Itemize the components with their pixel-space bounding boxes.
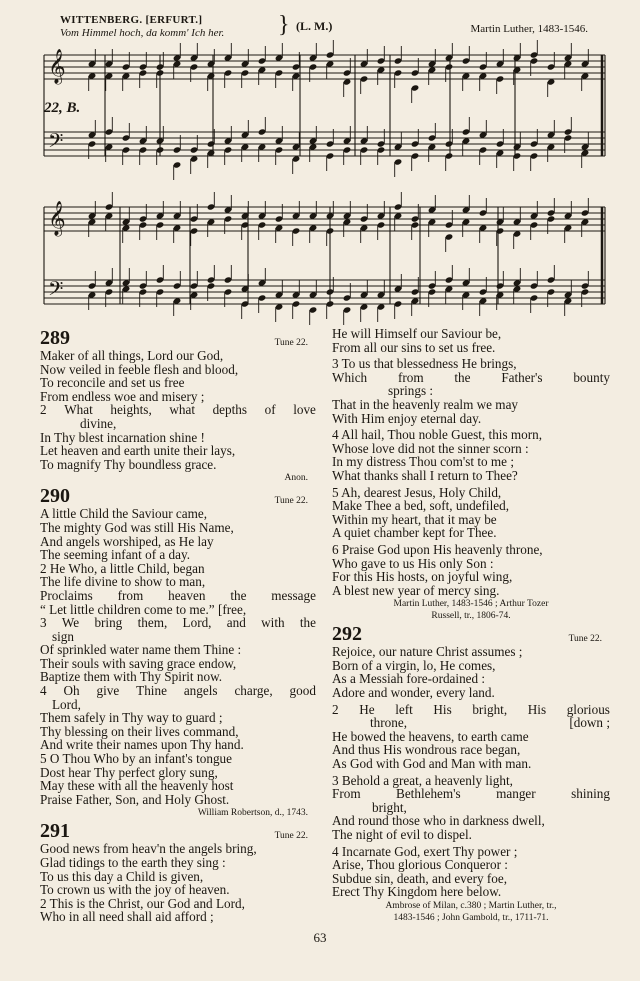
hymn-291-text-part1 <box>40 842 316 924</box>
verse-line: Adore and wonder, every land. <box>332 685 495 701</box>
composer: Martin Luther, 1483-1546. <box>470 23 588 35</box>
verse-line: sign <box>52 628 74 644</box>
verse-line: 4 Incarnate God, exert Thy power ; <box>332 843 518 859</box>
verse-line: That in the heavenly realm we may <box>332 396 519 412</box>
verse-line: A quiet chamber kept for Thee. <box>332 525 497 541</box>
tune-ref: Tune 22. <box>274 338 308 348</box>
verse-line: And thus His wondrous race began, <box>332 742 521 758</box>
attribution: 1483-1546 ; John Gambold, tr., 1711-71. <box>393 912 549 923</box>
verse-line-pair <box>332 716 610 730</box>
verse-line: May these with all the heavenly host <box>40 778 234 794</box>
verse-line: 2 He Who, a little Child, began <box>40 560 205 576</box>
verse-line: 2 What heights, what depths of love <box>40 402 316 418</box>
hymn-289-text <box>40 349 316 471</box>
verse-line: He bowed the heavens, to earth came <box>332 728 529 744</box>
verse-line: Lord, <box>52 696 81 712</box>
attribution: Martin Luther, 1483-1546 ; Arthur Tozer <box>393 599 549 610</box>
hymn-290-text <box>40 507 316 806</box>
verse-line: The life divine to show to man, <box>40 574 206 590</box>
verse-line: As God with God and Man with man. <box>332 756 532 772</box>
verse-line: [down ; <box>569 715 610 731</box>
verse-line: In Thy blest incarnation shine ! <box>40 429 205 445</box>
svg-text:𝄞: 𝄞 <box>48 49 66 84</box>
hymn-291-text-part2 <box>332 327 610 597</box>
verse-line: What thanks shall I return to Thee? <box>332 467 518 483</box>
verse-line: Which from the Father's bounty <box>332 369 610 385</box>
verse-line: The seeming infant of a day. <box>40 547 191 563</box>
verse-line: Who in all need shall aid afford ; <box>40 909 214 925</box>
hymn-number: 289 <box>40 327 70 349</box>
verse-line: The mighty God was still His Name, <box>40 519 234 535</box>
music-score <box>0 0 640 330</box>
verse-line: Of sprinkled water name them Thine : <box>40 642 242 658</box>
verse-line: 2 This is the Christ, our God and Lord, <box>40 895 245 911</box>
verse-line: For this His hosts, on joyful wing, <box>332 569 513 585</box>
verse-line: From Bethlehem's manger shining <box>332 786 610 802</box>
verse-line: The night of evil to dispel. <box>332 827 472 842</box>
verse-line: In my distress Thou com'st to me ; <box>332 454 514 470</box>
verse-line: 5 Ah, dearest Jesus, Holy Child, <box>332 484 502 500</box>
verse-line: 3 We bring them, Lord, and with the <box>40 615 316 631</box>
verse-line: “ Let little children come to me.” [free, <box>40 601 247 617</box>
verse-line: 3 To us that blessedness He brings, <box>332 356 517 372</box>
tune-ref: Tune 22. <box>568 634 602 645</box>
tune-ref: Tune 22. <box>274 831 308 842</box>
page-number: 63 <box>313 930 327 945</box>
verse-line: Glad tidings to the earth they sing : <box>40 855 226 870</box>
verse-line: Their souls with saving grace endow, <box>40 655 237 671</box>
verse-line: 3 Behold a great, a heavenly light, <box>332 772 513 788</box>
attribution: Russell, tr., 1806-74. <box>431 611 511 622</box>
attribution: William Robertson, d., 1743. <box>197 808 308 819</box>
hymn-number: 290 <box>40 485 70 508</box>
verse-line: Arise, Thou glorious Conqueror : <box>332 857 508 873</box>
verse-line: throne, <box>370 715 407 731</box>
verse-line: He will Himself our Saviour be, <box>332 326 502 341</box>
verse-line: To reconcile and set us free <box>40 375 185 391</box>
verse-line: Whose love did not the sinner scorn : <box>332 440 529 456</box>
verse-line: Born of a virgin, lo, He comes, <box>332 657 496 673</box>
attribution: Anon. <box>284 473 308 484</box>
clefs <box>48 49 66 305</box>
verse-line: Good news from heav'n the angels bring, <box>40 841 257 857</box>
hymn-292-header <box>332 623 610 645</box>
hymn-number: 292 <box>332 623 362 646</box>
verse-line: And angels worshiped, as He lay <box>40 533 214 549</box>
verse-line: A little Child the Saviour came, <box>40 506 208 522</box>
verse-line: Let heaven and earth unite their lays, <box>40 443 236 459</box>
verse-line: Within my heart, that it may be <box>332 511 497 527</box>
verse-line: 4 All hail, Thou noble Guest, this morn, <box>332 427 543 443</box>
verse-line: From all our sins to set us free. <box>332 339 496 355</box>
verse-line: From endless woe and misery ; <box>40 388 205 404</box>
tune-subtitle: Vom Himmel hoch, da komm' Ich her. <box>60 27 225 39</box>
verse-line: Subdue sin, death, and every foe, <box>332 870 508 886</box>
verse-line: Now veiled in feeble flesh and blood, <box>40 361 239 377</box>
verse-line: 2 He left His bright, His glorious <box>332 701 610 717</box>
verse-line: With Him enjoy eternal day. <box>332 410 482 426</box>
right-column <box>332 327 610 925</box>
verse-line: Praise Father, Son, and Holy Ghost. <box>40 791 230 807</box>
verse-line: To us this day a Child is given, <box>40 868 204 884</box>
verse-line: Them safely in Thy way to guard ; <box>40 710 223 726</box>
attribution: Ambrose of Milan, c.380 ; Martin Luther, tr., <box>385 900 557 911</box>
svg-text:𝄢: 𝄢 <box>48 277 64 305</box>
verse-line: And round those who in darkness dwell, <box>332 813 545 829</box>
meter: (L. M.) <box>296 19 333 33</box>
verse-line: Make Thee a bed, soft, undefiled, <box>332 498 509 514</box>
left-column <box>40 327 316 926</box>
verse-line: bright, <box>372 799 407 815</box>
tune-name: WITTENBERG. [ERFURT.] <box>60 14 203 26</box>
verse-line: Erect Thy Kingdom here below. <box>332 884 502 900</box>
verse-line: 5 O Thou Who by an infant's tongue <box>40 751 232 767</box>
verse-line: To crown us with the joy of heaven. <box>40 882 230 898</box>
hymn-291-header <box>40 820 316 842</box>
verse-line: As a Messiah fore-ordained : <box>332 671 486 687</box>
header-brace: } <box>278 12 290 38</box>
notes <box>88 40 590 325</box>
verse-line: Proclaims from heaven the message <box>40 587 316 603</box>
verse-line: Maker of all things, Lord our God, <box>40 348 224 363</box>
verse-line: divine, <box>80 415 117 431</box>
tune-ref: Tune 22. <box>274 496 308 507</box>
tune-number: 22, B. <box>44 100 81 116</box>
hymn-289-header <box>40 327 316 349</box>
hymn-292-text <box>332 645 610 899</box>
hymn-number: 291 <box>40 820 70 843</box>
verse-line: And write their names upon Thy hand. <box>40 737 244 753</box>
verse-line: Rejoice, our nature Christ assumes ; <box>332 644 523 660</box>
verse-line: Dost hear Thy perfect glory sung, <box>40 764 218 780</box>
hymn-290-header <box>40 485 316 507</box>
svg-text:𝄞: 𝄞 <box>48 201 66 236</box>
verse-line: springs : <box>388 383 434 399</box>
staff-lines <box>44 55 605 304</box>
verse-line: Who gave to us His only Son : <box>332 555 494 571</box>
verse-line: Thy blessing on their lives command, <box>40 723 239 739</box>
verse-line: 4 Oh give Thine angels charge, good <box>40 683 316 699</box>
verse-line: To magnify Thy boundless grace. <box>40 456 217 472</box>
verse-line: Baptize them with Thy Spirit now. <box>40 669 223 685</box>
verse-line: 6 Praise God upon His heavenly throne, <box>332 541 543 557</box>
verse-line: A blest new year of mercy sing. <box>332 582 500 598</box>
barlines <box>44 55 605 304</box>
svg-text:𝄢: 𝄢 <box>48 129 64 157</box>
